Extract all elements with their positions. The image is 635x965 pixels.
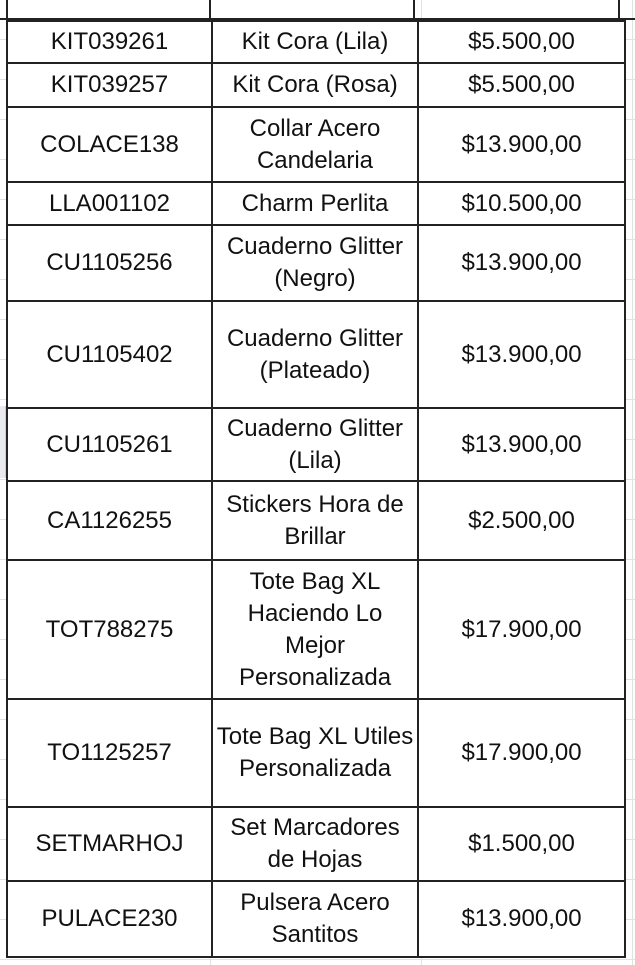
table-row[interactable] [7,107,625,182]
name-cell[interactable]: Tote Bag XL Utiles Personalizada [212,699,418,807]
previous-row-edge [0,0,635,20]
name-cell[interactable]: Stickers Hora de Brillar [212,481,418,560]
name-cell[interactable]: Pulsera Acero Santitos [212,881,418,957]
cell-border [618,0,620,18]
code-cell[interactable]: TO1125257 [7,699,212,807]
table-row[interactable] [7,481,625,560]
code-cell[interactable]: CU1105261 [7,408,212,481]
price-cell[interactable]: $13.900,00 [418,225,625,301]
name-cell[interactable]: Collar Acero Candelaria [212,107,418,182]
cell-border [6,0,8,18]
name-cell[interactable]: Kit Cora (Rosa) [212,63,418,107]
price-cell[interactable]: $13.900,00 [418,301,625,408]
table-row[interactable] [7,560,625,699]
price-cell[interactable]: $5.500,00 [418,21,625,63]
price-cell[interactable]: $17.900,00 [418,560,625,699]
table-row[interactable] [7,225,625,301]
name-cell[interactable]: Kit Cora (Lila) [212,21,418,63]
code-cell[interactable]: COLACE138 [7,107,212,182]
code-cell[interactable]: KIT039261 [7,21,212,63]
price-cell[interactable]: $13.900,00 [418,408,625,481]
name-cell[interactable]: Set Marcadores de Hojas [212,807,418,881]
code-cell[interactable]: TOT788275 [7,560,212,699]
code-cell[interactable]: CU1105256 [7,225,212,301]
code-cell[interactable]: CA1126255 [7,481,212,560]
code-cell[interactable]: LLA001102 [7,182,212,225]
name-cell[interactable]: Cuaderno Glitter (Lila) [212,408,418,481]
code-cell[interactable]: KIT039257 [7,63,212,107]
price-cell[interactable]: $13.900,00 [418,881,625,957]
products-table [6,20,626,958]
table-row[interactable] [7,807,625,881]
price-cell[interactable]: $17.900,00 [418,699,625,807]
table-row[interactable] [7,408,625,481]
cell-border [209,0,211,18]
name-cell[interactable]: Cuaderno Glitter (Plateado) [212,301,418,408]
code-cell[interactable]: PULACE230 [7,881,212,957]
table-row[interactable] [7,63,625,107]
table-row[interactable] [7,699,625,807]
table-row[interactable] [7,301,625,408]
name-cell[interactable]: Charm Perlita [212,182,418,225]
table-row[interactable] [7,881,625,957]
name-cell[interactable]: Cuaderno Glitter (Negro) [212,225,418,301]
price-cell[interactable]: $2.500,00 [418,481,625,560]
table-row[interactable] [7,182,625,225]
cell-border [413,0,415,18]
price-cell[interactable]: $5.500,00 [418,63,625,107]
code-cell[interactable]: CU1105402 [7,301,212,408]
price-cell[interactable]: $10.500,00 [418,182,625,225]
name-cell[interactable]: Tote Bag XL Haciendo Lo Mejor Personalizada [212,560,418,699]
price-cell[interactable]: $13.900,00 [418,107,625,182]
price-cell[interactable]: $1.500,00 [418,807,625,881]
table-row[interactable] [7,21,625,63]
code-cell[interactable]: SETMARHOJ [7,807,212,881]
